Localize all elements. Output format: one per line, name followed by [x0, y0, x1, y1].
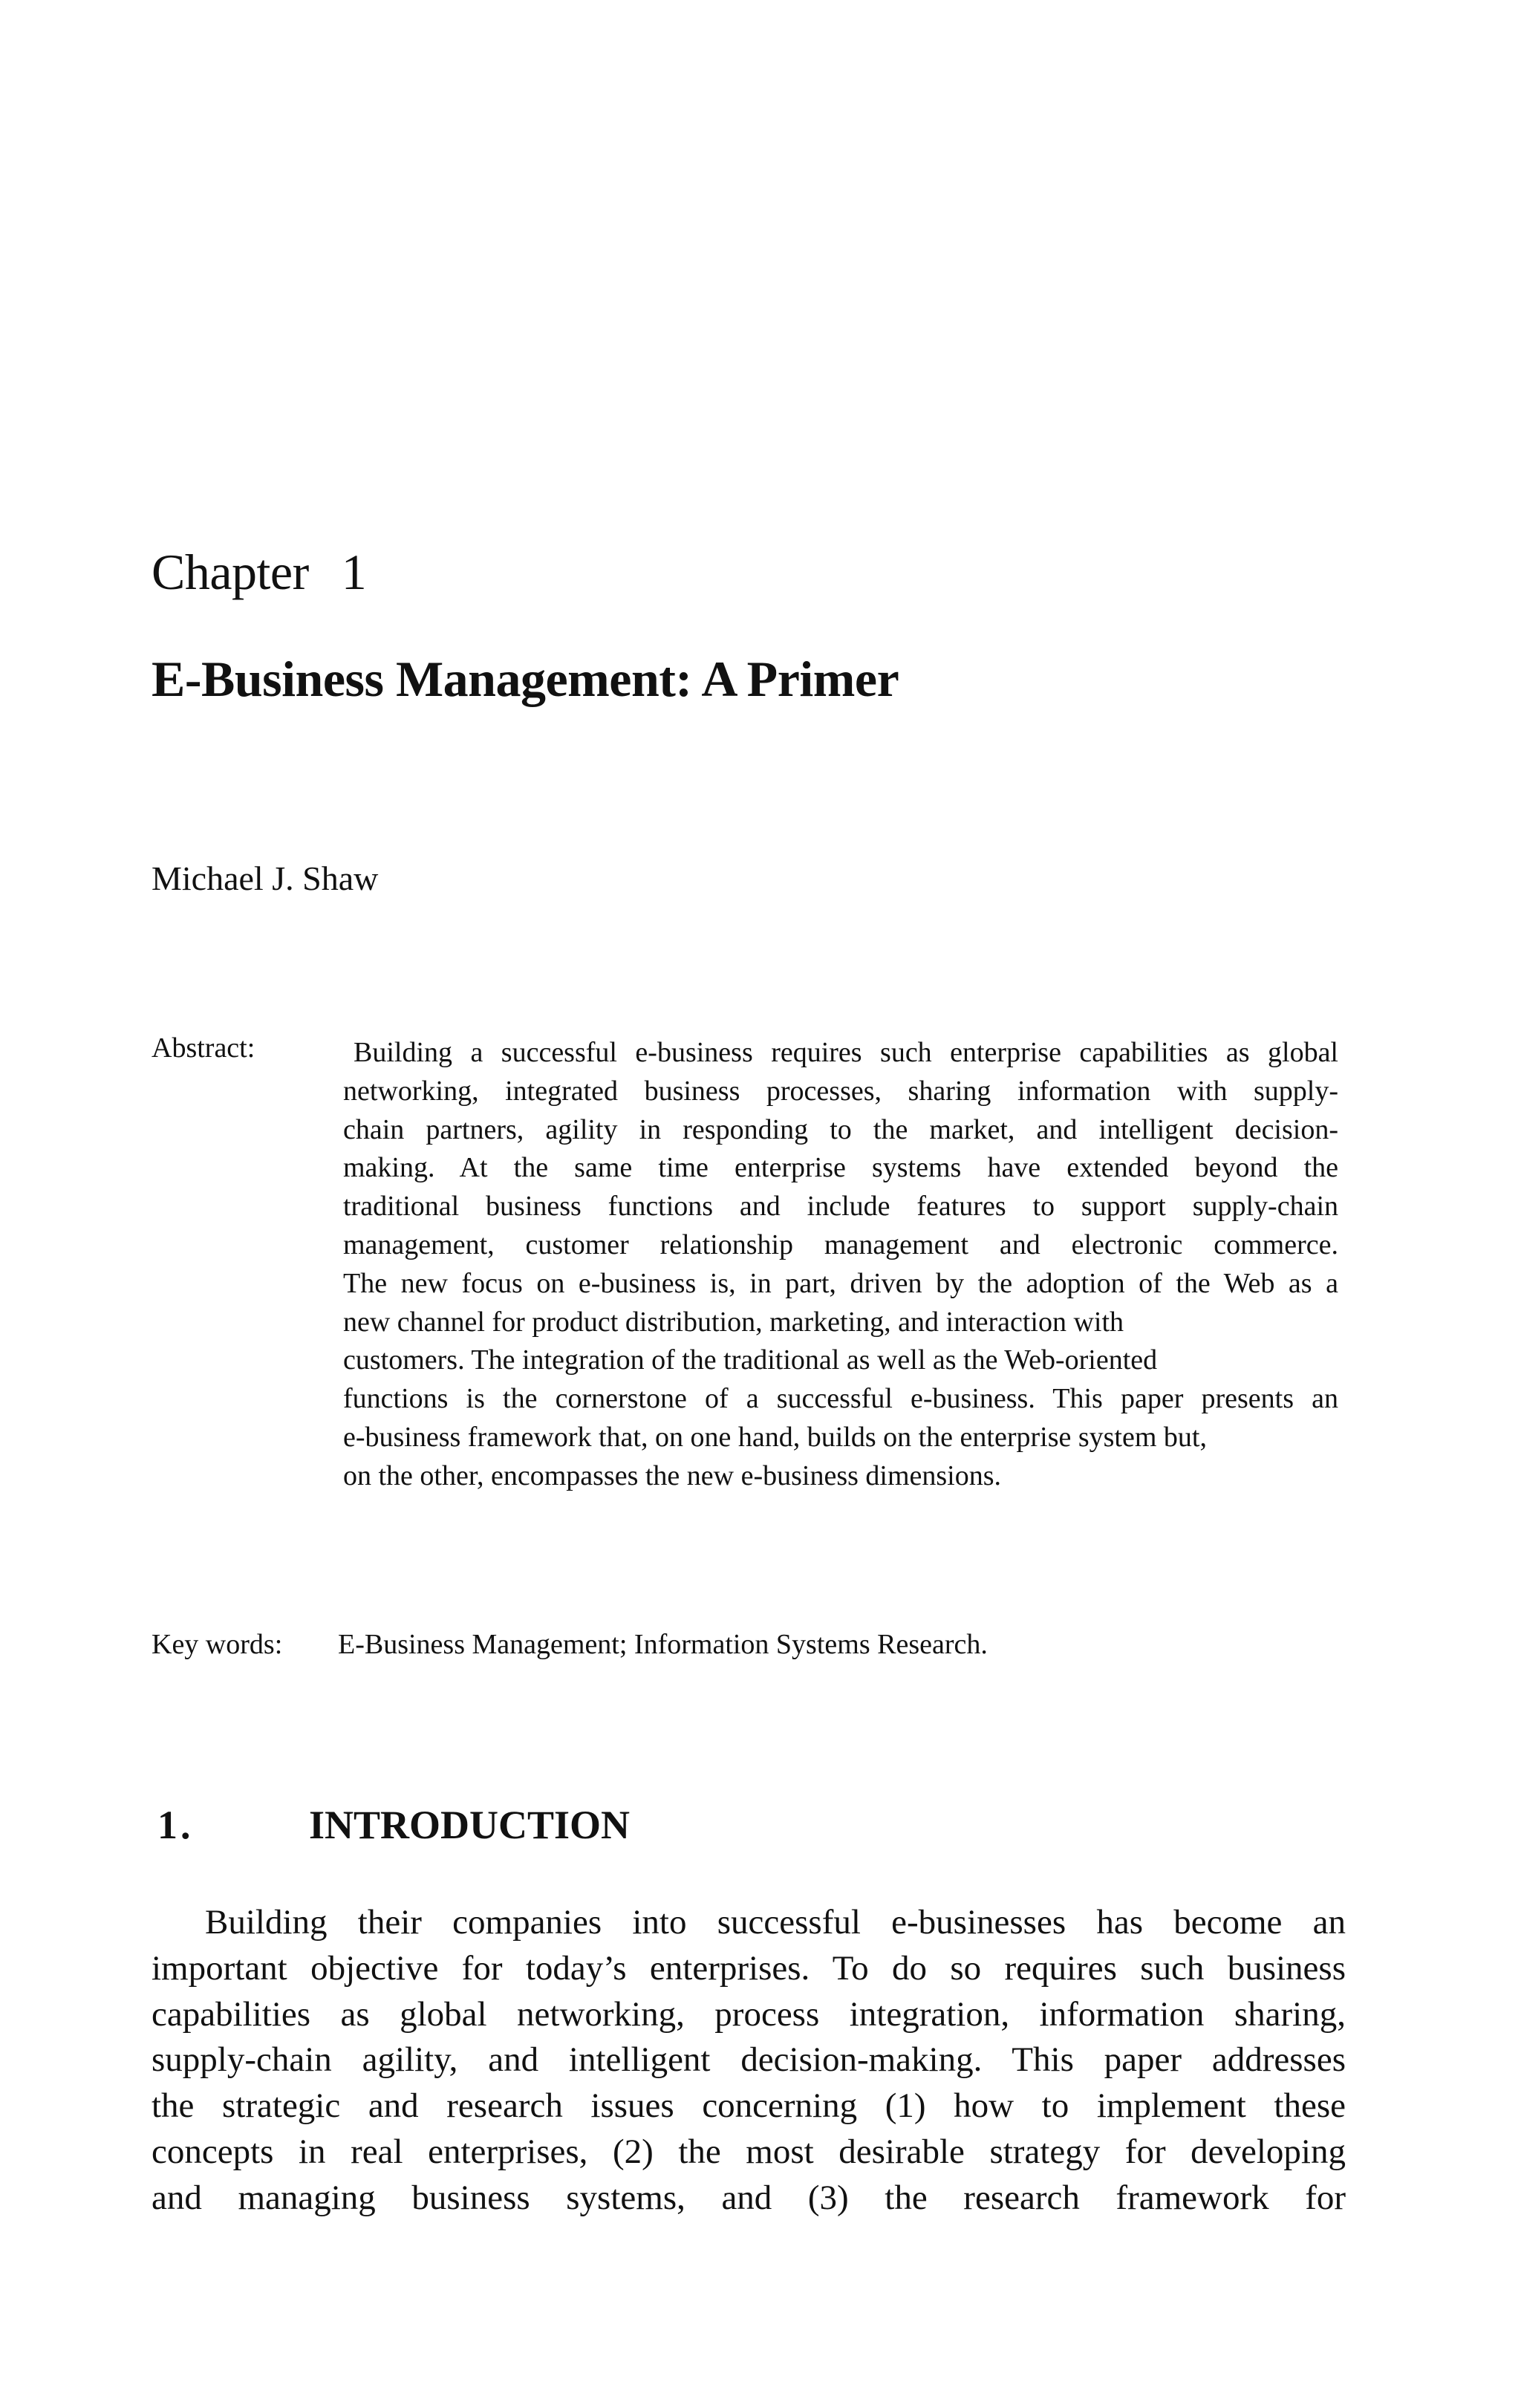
keywords-label: Key words: [152, 1629, 283, 1660]
abstract-line: networking, integrated business processes, sharing information with supply- [343, 1075, 1338, 1107]
abstract-line: on the other, encompasses the new e-business dimensions. [343, 1460, 1002, 1491]
section-title: INTRODUCTION [309, 1803, 631, 1847]
section-number: 1. [157, 1803, 194, 1847]
abstract-line: new channel for product distribution, marketing, and interaction with [343, 1306, 1124, 1338]
paragraph-line: concepts in real enterprises, (2) the most desirable strategy for developing [152, 2132, 1346, 2171]
chapter-word: Chapter [152, 544, 309, 600]
paragraph-line: capabilities as global networking, process integration, information sharing, [152, 1994, 1346, 2034]
abstract-line: The new focus on e-business is, in part, driven by the adoption of the Web as a [343, 1267, 1338, 1299]
abstract-line: e-business framework that, on one hand, builds on the enterprise system but, [343, 1421, 1207, 1453]
paragraph-line: the strategic and research issues concerning (1) how to implement these [152, 2086, 1346, 2126]
abstract-line: traditional business functions and include features to support supply-chain [343, 1191, 1338, 1223]
chapter-number: 1 [341, 544, 367, 600]
abstract-line: chain partners, agility in responding to the market, and intelligent decision- [343, 1113, 1338, 1145]
abstract-line: Building a successful e-business requires such enterprise capabilities as global [354, 1037, 1338, 1068]
abstract-line: making. At the same time enterprise systems have extended beyond the [343, 1152, 1338, 1184]
keywords-text: E-Business Management; Information Systems Research. [338, 1629, 988, 1660]
author-name: Michael J. Shaw [152, 859, 379, 897]
introduction-paragraph [152, 1900, 1346, 2222]
chapter-label [152, 544, 367, 600]
abstract-line: customers. The integration of the traditional as well as the Web-oriented [343, 1344, 1158, 1376]
paragraph-line: Building their companies into successful e-businesses has become an [205, 1903, 1346, 1942]
paragraph-line: supply-chain agility, and intelligent decision-making. This paper addresses [152, 2040, 1346, 2080]
paragraph-line: important objective for today’s enterprises. To do so requires such business [152, 1948, 1346, 1988]
abstract-line: management, customer relationship management and electronic commerce. [343, 1229, 1338, 1260]
abstract-text [343, 1034, 1338, 1496]
abstract-label: Abstract: [152, 1032, 255, 1064]
paragraph-line: and managing business systems, and (3) the research framework for [152, 2178, 1346, 2217]
chapter-title: E-Business Management: A Primer [152, 651, 899, 707]
abstract-line: functions is the cornerstone of a successful e-business. This paper presents an [343, 1383, 1338, 1415]
